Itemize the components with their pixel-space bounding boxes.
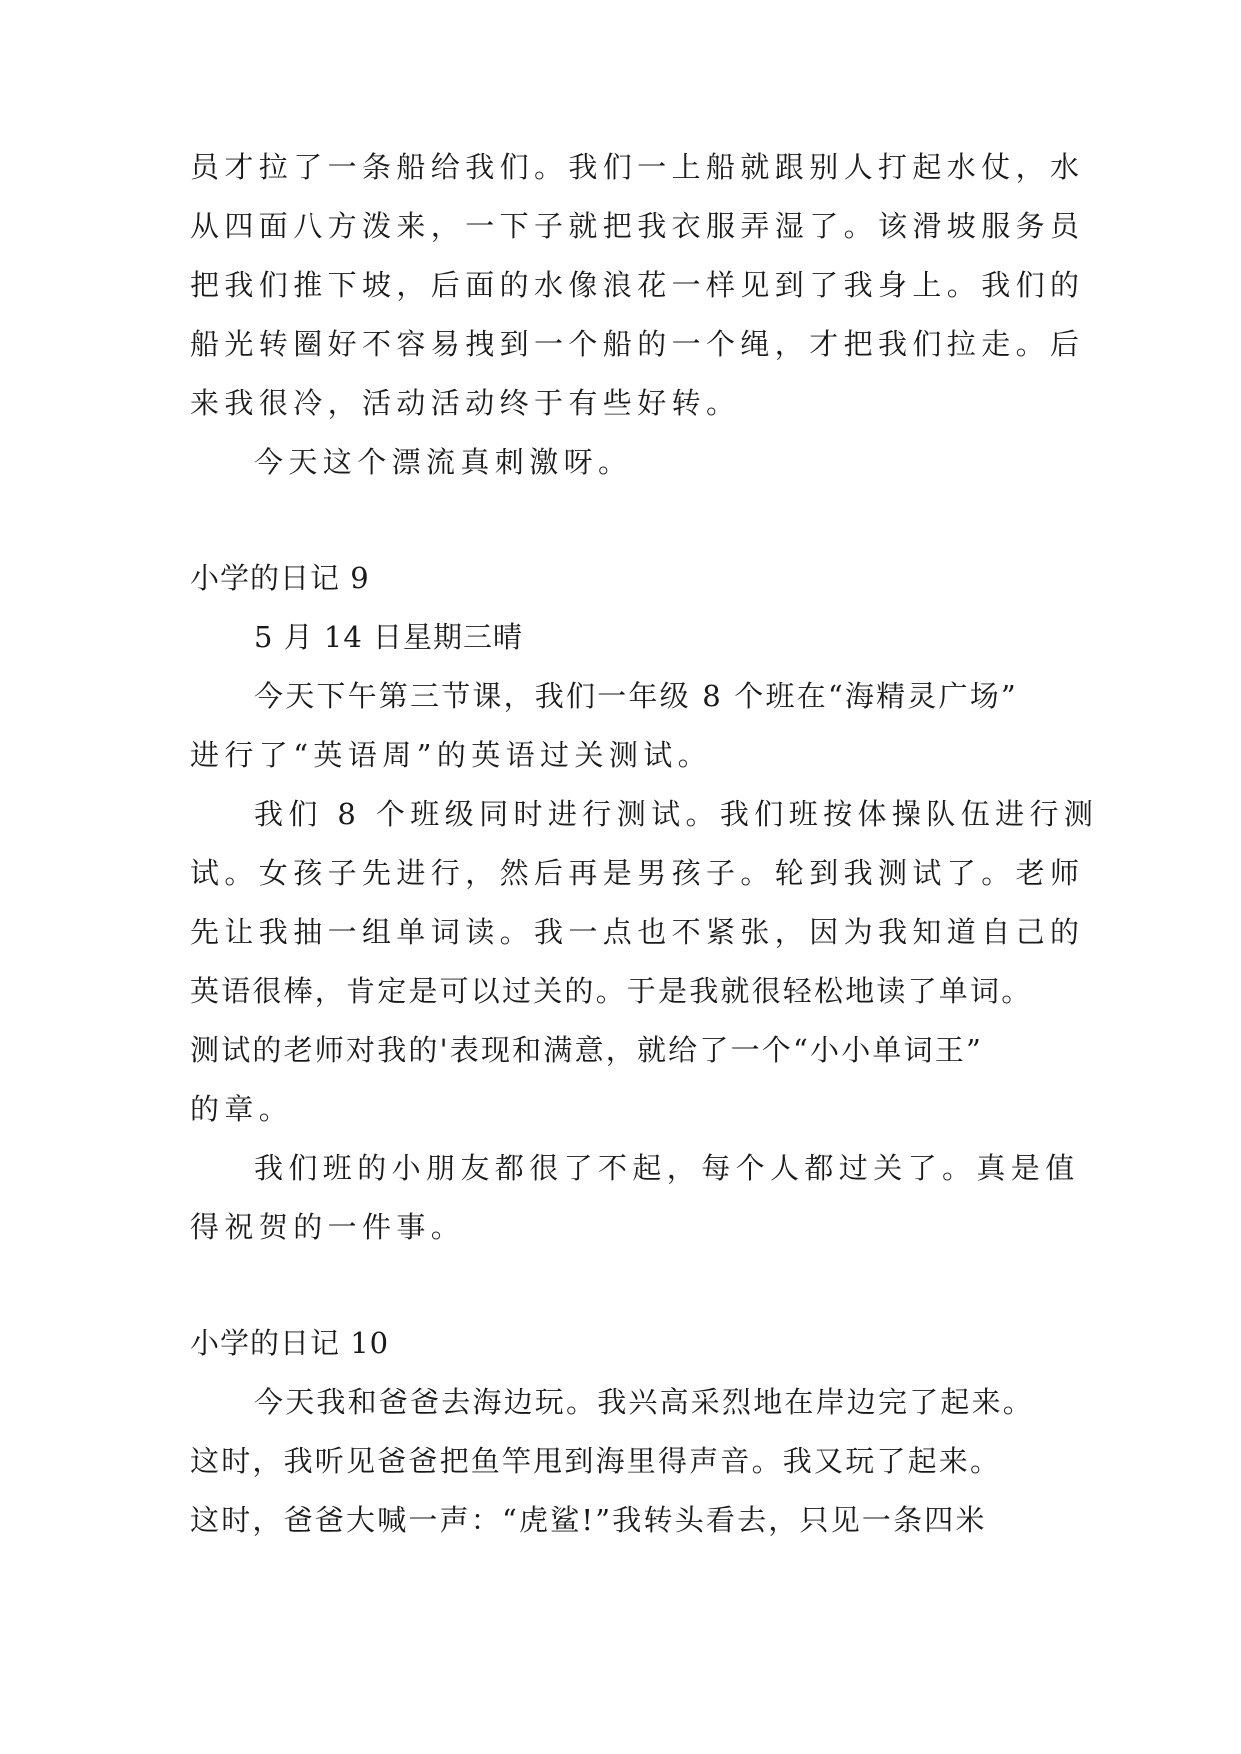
paragraph-line: 把我们推下坡，后面的水像浪花一样见到了我身上。我们的 [190,268,1085,302]
paragraph-line: 船光转圈好不容易拽到一个船的一个绳，才把我们拉走。后 [190,327,1085,361]
paragraph-line: 来我很冷，活动活动终于有些好转。 [190,386,741,420]
paragraph-line: 我们 8 个班级同时进行测试。我们班按体操队伍进行测 [254,797,1099,831]
section-heading: 小学的日记 9 [190,561,370,595]
paragraph-line: 进行了“英语周”的英语过关测试。 [190,738,713,772]
paragraph-line: 今天下午第三节课，我们一年级 8 个班在“海精灵广场” [254,679,1018,713]
paragraph-line: 的章。 [190,1092,294,1126]
paragraph-line: 今天这个漂流真刺激呀。 [254,445,633,479]
paragraph-line: 员才拉了一条船给我们。我们一上船就跟别人打起水仗，水 [190,150,1085,184]
paragraph-line: 英语很棒，肯定是可以过关的。于是我就很轻松地读了单词。 [190,974,1033,1008]
paragraph-line: 从四面八方泼来，一下子就把我衣服弄湿了。该滑坡服务员 [190,209,1085,243]
paragraph-line: 我们班的小朋友都很了不起，每个人都过关了。真是值 [254,1151,1080,1185]
paragraph-line: 测试的老师对我的'表现和满意，就给了一个“小小单词王” [190,1033,984,1067]
paragraph-line: 试。女孩子先进行，然后再是男孩子。轮到我测试了。老师 [190,856,1085,890]
paragraph-line: 先让我抽一组单词读。我一点也不紧张，因为我知道自己的 [190,915,1085,949]
paragraph-line: 这时，爸爸大喊一声：“虎鲨!”我转头看去，只见一条四米 [190,1503,987,1537]
section-heading: 小学的日记 10 [190,1326,390,1360]
paragraph-line: 这时，我听见爸爸把鱼竿甩到海里得声音。我又玩了起来。 [190,1444,1002,1478]
paragraph-line: 得祝贺的一件事。 [190,1210,466,1244]
paragraph-line: 今天我和爸爸去海边玩。我兴高采烈地在岸边完了起来。 [254,1385,1035,1419]
date-line: 5 月 14 日星期三晴 [254,620,524,654]
